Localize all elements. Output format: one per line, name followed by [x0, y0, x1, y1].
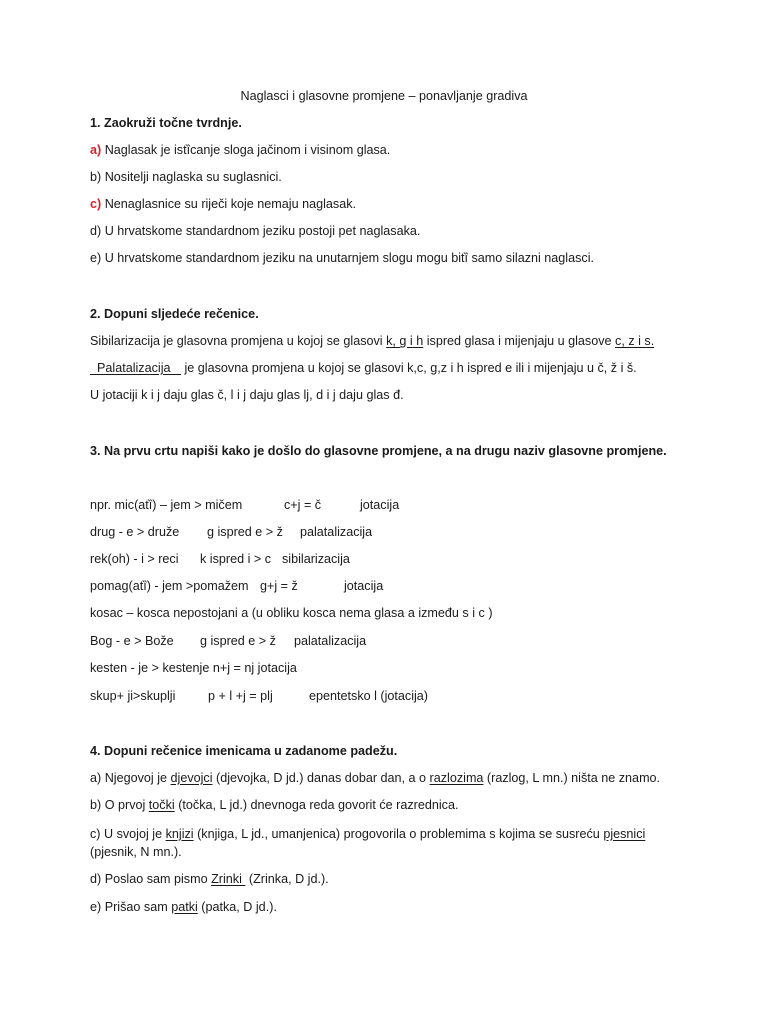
example-row: kosac – kosca nepostojani a (u obliku kosca nema glasa a između s i c ) [90, 606, 493, 620]
sentence-text: je glasovna promjena u kojoj se glasovi k,c, g,z i h ispred e ili i mijenjaju u č, ž i š. [181, 361, 637, 375]
statement-e: e) U hrvatskome standardnom jeziku na unutarnjem slogu mogu bitȉ samo silazni naglasci. [90, 251, 594, 265]
answer-underlined: knjizi [165, 827, 194, 841]
sentence-a [90, 770, 660, 786]
example-row [90, 551, 350, 567]
change-explanation: g ispred e > ž [207, 525, 283, 539]
statement-b: b) Nositelji naglaska su suglasnici. [90, 170, 282, 184]
change-name: jotacija [360, 498, 400, 512]
change-explanation: p + l +j = plj [208, 689, 273, 703]
sentence-text: d) Poslao sam pismo [90, 872, 212, 886]
sentence-c [90, 825, 680, 861]
answer-underlined: Palatalizacija [90, 361, 181, 375]
answer-underlined: točki [148, 798, 175, 812]
change-name: palatalizacija [300, 525, 373, 539]
example-row [90, 688, 428, 704]
sentence-text: (razlog, L mn.) ništa ne znamo. [483, 771, 661, 785]
statement-a-text: Naglasak je istȉcanje sloga jačinom i visinom glasa. [101, 143, 391, 157]
sentence-text: c) U svojoj je [90, 827, 166, 841]
sentence-text: (knjiga, L jd., umanjenica) progovorila o problemima s kojima se susreću [193, 827, 604, 841]
example-word: skup+ ji>skuplji [90, 689, 176, 703]
answer-underlined: razlozima [429, 771, 484, 785]
answer-underlined: pjesnici [603, 827, 646, 841]
example-row: kesten - je > kestenje n+j = nj jotacija [90, 661, 297, 675]
sentence-jotacija: U jotaciji k i j daju glas č, l i j daju glas lj, d i j daju glas đ. [90, 388, 404, 402]
example-word: npr. mic(atȉ) – jem > mičem [90, 498, 243, 512]
sentence-sibilarizacija [90, 333, 654, 349]
statement-d: d) U hrvatskome standardnom jeziku postoji pet naglasaka. [90, 224, 421, 238]
sentence-text: e) Prišao sam [90, 900, 172, 914]
sentence-text: (Zrinka, D jd.). [245, 872, 329, 886]
section-4-heading: 4. Dopuni rečenice imenicama u zadanome padežu. [90, 744, 398, 758]
example-row [90, 578, 383, 594]
document-title: Naglasci i glasovne promjene – ponavljanje gradiva [240, 89, 528, 103]
change-explanation: k ispred i > c [200, 552, 272, 566]
sentence-text: (djevojka, D jd.) danas dobar dan, a o [212, 771, 430, 785]
statement-c-text: Nenaglasnice su riječi koje nemaju naglasak. [101, 197, 357, 211]
example-row [90, 633, 366, 649]
answer-underlined: djevojci [170, 771, 213, 785]
answer-underlined: patki [171, 900, 198, 914]
sentence-d [90, 871, 329, 887]
change-explanation: c+j = č [284, 498, 322, 512]
change-explanation: g ispred e > ž [200, 634, 276, 648]
statement-a [90, 142, 390, 158]
example-word: rek(oh) - i > reci [90, 552, 179, 566]
sentence-text: b) O prvoj [90, 798, 149, 812]
circled-mark-a: a) [90, 143, 102, 157]
change-name: jotacija [344, 579, 384, 593]
sentence-b [90, 797, 458, 813]
sentence-text: a) Njegovoj je [90, 771, 171, 785]
sentence-e [90, 899, 277, 915]
sentence-text: ispred glasa i mijenjaju u glasove [423, 334, 616, 348]
change-name: palatalizacija [294, 634, 367, 648]
answer-underlined: k, g i h [386, 334, 424, 348]
section-2-heading: 2. Dopuni sljedeće rečenice. [90, 307, 259, 321]
sentence-text: Sibilarizacija je glasovna promjena u kojoj se glasovi [90, 334, 387, 348]
change-name: sibilarizacija [282, 552, 350, 566]
sentence-text: (pjesnik, N mn.). [90, 845, 182, 859]
section-3-heading: 3. Na prvu crtu napiši kako je došlo do glasovne promjene, a na drugu naziv glasovne promjene. [90, 444, 667, 458]
change-explanation: g+j = ž [260, 579, 298, 593]
sentence-text: (točka, L jd.) dnevnoga reda govorit će razrednica. [174, 798, 459, 812]
sentence-palatalizacija [90, 360, 637, 376]
example-word: pomag(atȉ) - jem >pomažem [90, 579, 249, 593]
change-name: epentetsko l (jotacija) [309, 689, 429, 703]
answer-underlined: Zrinki [211, 872, 246, 886]
answer-underlined: c, z i s. [615, 334, 655, 348]
sentence-text: (patka, D jd.). [197, 900, 277, 914]
section-1-heading: 1. Zaokruži točne tvrdnje. [90, 116, 242, 130]
example-row [90, 524, 372, 540]
statement-c [90, 196, 356, 212]
example-word: Bog - e > Bože [90, 634, 174, 648]
example-word: drug - e > druže [90, 525, 180, 539]
circled-mark-c: c) [90, 197, 102, 211]
example-row [90, 497, 399, 513]
